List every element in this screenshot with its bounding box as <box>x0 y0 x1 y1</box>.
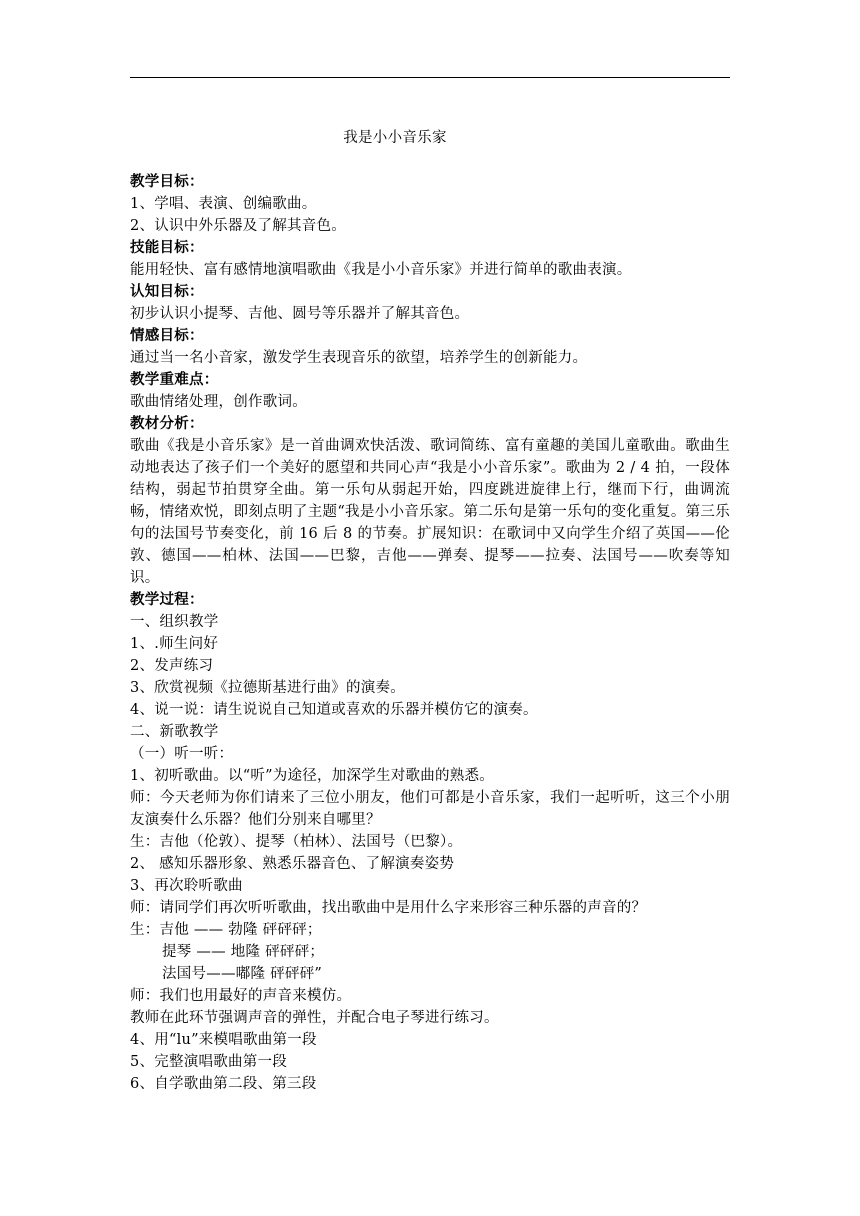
text-line: 2、发声练习 <box>130 658 214 674</box>
section-heading: 教材分析： <box>130 415 204 432</box>
text-line: 二、新歌教学 <box>130 724 219 740</box>
text-line: 1、.师生问好 <box>130 636 219 652</box>
text-line: 歌曲情绪处理，创作歌词。 <box>130 394 307 410</box>
paragraph: 歌曲《我是小音乐家》是一首曲调欢快活泼、歌词简练、富有童趣的美国儿童歌曲。歌曲生动地表达了孩子们一个美好的愿望和共同心声“我是小小音乐家”。歌曲为 2 / 4 拍，一段体结构，弱起节拍贯穿全曲。第一乐句从弱起开始，四度跳进旋律上行，继而下行，曲调流畅，情绪欢悦，即刻点明了主题“我是小小音乐家。第二乐句是第一乐句的变化重复。第三乐句的法国号节奏变化，前 16 后 8 的节奏。扩展知识：在歌词中又向学生介绍了英国——伦敦、德国——柏林、法国——巴黎，吉他——弹奏、提琴——拉奏、法国号——吹奏等知识。 <box>130 438 730 586</box>
paragraph: 师：今天老师为你们请来了三位小朋友，他们可都是小音乐家，我们一起听听，这三个小朋友演奏什么乐器？他们分别来自哪里？ <box>130 790 730 828</box>
text-line: （一）听一听： <box>130 746 234 762</box>
section-heading: 技能目标： <box>130 239 204 256</box>
text-line: 一、组织教学 <box>130 614 219 630</box>
text-line: 4、说一说：请生说说自己知道或喜欢的乐器并模仿它的演奏。 <box>130 702 538 718</box>
text-line: 生：吉他 —— 勃隆 砰砰砰； <box>130 922 322 938</box>
text-line: 4、用“lu”来模唱歌曲第一段 <box>130 1032 317 1048</box>
text-line: 教师在此环节强调声音的弹性，并配合电子琴进行练习。 <box>130 1010 499 1026</box>
text-line: 1、初听歌曲。以“听”为途径，加深学生对歌曲的熟悉。 <box>130 768 495 784</box>
section-heading: 教学过程： <box>130 591 204 608</box>
text-line: 通过当一名小音家，激发学生表现音乐的欲望，培养学生的创新能力。 <box>130 350 588 366</box>
section-heading: 认知目标： <box>130 283 204 300</box>
text-line: 法国号——嘟隆 砰砰砰” <box>162 966 323 982</box>
text-line: 1、学唱、表演、创编歌曲。 <box>130 196 317 212</box>
document-title: 我是小小音乐家 <box>343 130 447 146</box>
document-body <box>130 171 730 1095</box>
text-line: 能用轻快、富有感情地演唱歌曲《我是小小音乐家》并进行简单的歌曲表演。 <box>130 262 632 278</box>
text-line: 6、自学歌曲第二段、第三段 <box>130 1076 317 1092</box>
text-line: 初步认识小提琴、吉他、圆号等乐器并了解其音色。 <box>130 306 470 322</box>
text-line: 3、再次聆听歌曲 <box>130 878 243 894</box>
text-line: 师：请同学们再次听听歌曲，找出歌曲中是用什么字来形容三种乐器的声音的？ <box>130 900 647 916</box>
header-rule <box>130 77 730 78</box>
section-heading: 教学重难点： <box>130 371 219 388</box>
text-line: 提琴 —— 地隆 砰砰砰； <box>162 944 325 960</box>
text-line: 5、完整演唱歌曲第一段 <box>130 1054 287 1070</box>
text-line: 2、 感知乐器形象、熟悉乐器音色、了解演奏姿势 <box>130 856 455 872</box>
text-line: 生：吉他（伦敦）、提琴（柏林）、法国号（巴黎）。 <box>130 834 463 850</box>
section-heading: 情感目标： <box>130 327 204 344</box>
text-line: 3、欣赏视频《拉德斯基进行曲》的演奏。 <box>130 680 405 696</box>
text-line: 2、认识中外乐器及了解其音色。 <box>130 218 346 234</box>
section-heading: 教学目标： <box>130 173 204 190</box>
text-line: 师：我们也用最好的声音来模仿。 <box>130 988 352 1004</box>
